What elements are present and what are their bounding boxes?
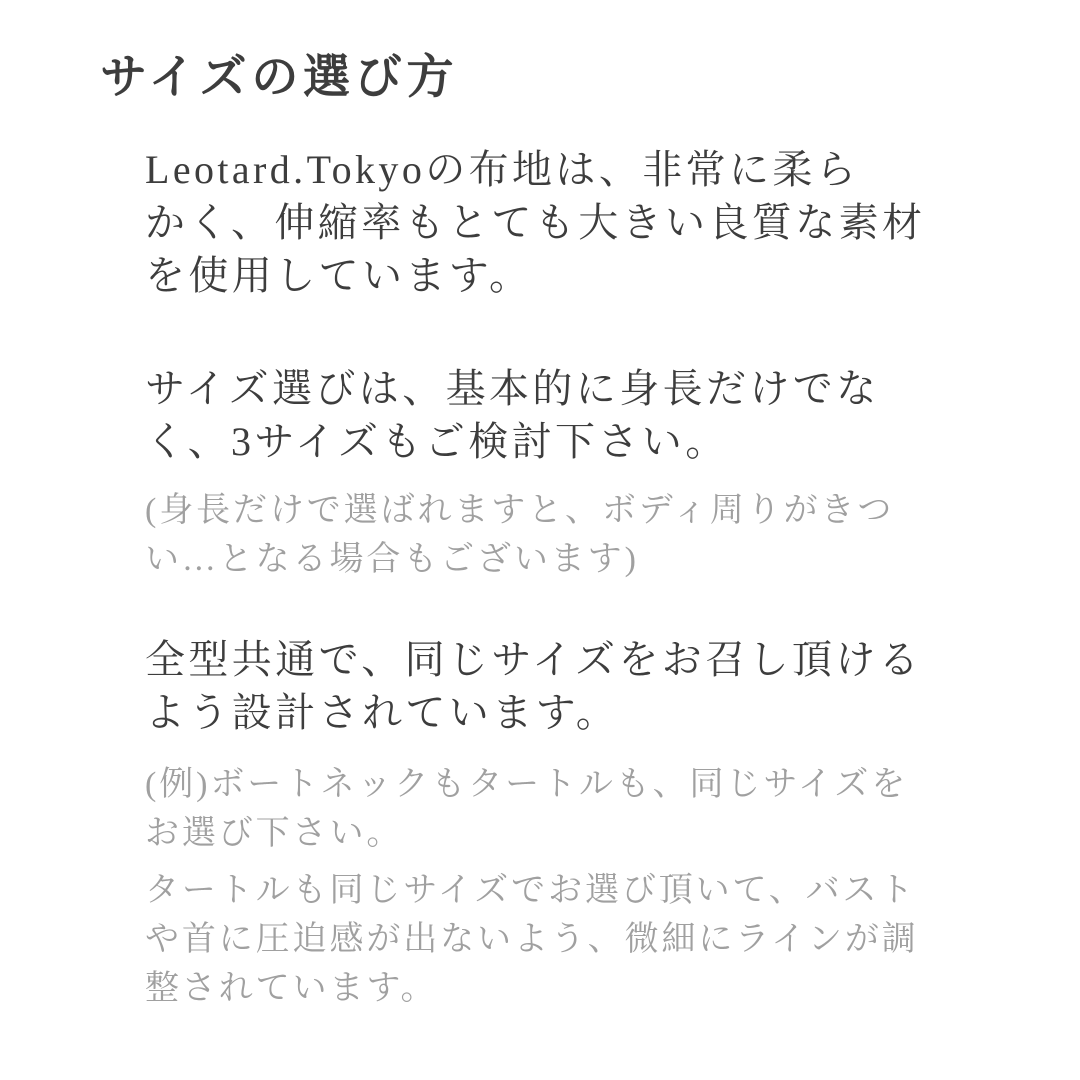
note-line: お選び下さい。 bbox=[145, 815, 404, 852]
note-line: (身長だけで選ばれますと、ボディ周りがきつ bbox=[145, 492, 895, 529]
fabric-description-paragraph bbox=[145, 143, 995, 302]
note-line: タートルも同じサイズでお選び頂いて、バスト bbox=[145, 872, 917, 909]
common-sizing-paragraph bbox=[145, 633, 995, 739]
note-line: 整されています。 bbox=[145, 970, 438, 1007]
paragraph-line: Leotard.Tokyoの布地は、非常に柔ら bbox=[145, 147, 860, 192]
example-note bbox=[145, 760, 995, 858]
paragraph-line: く、3サイズもご検討下さい。 bbox=[145, 419, 729, 464]
page-title: サイズの選び方 bbox=[100, 52, 459, 104]
size-selection-paragraph bbox=[145, 362, 995, 468]
paragraph-line: を使用しています。 bbox=[145, 253, 533, 298]
paragraph-line: サイズ選びは、基本的に身長だけでな bbox=[145, 366, 880, 411]
note-line: (例)ボートネックもタートルも、同じサイズを bbox=[145, 766, 909, 803]
paragraph-line: よう設計されています。 bbox=[145, 690, 620, 735]
height-only-warning-note bbox=[145, 486, 995, 584]
note-line: い…となる場合もございます) bbox=[145, 541, 639, 578]
paragraph-line: 全型共通で、同じサイズをお召し頂ける bbox=[145, 637, 923, 682]
turtleneck-adjustment-note bbox=[145, 866, 995, 1013]
paragraph-line: かく、伸縮率もとても大きい良質な素材 bbox=[145, 200, 926, 245]
note-line: や首に圧迫感が出ないよう、微細にラインが調 bbox=[145, 921, 919, 958]
